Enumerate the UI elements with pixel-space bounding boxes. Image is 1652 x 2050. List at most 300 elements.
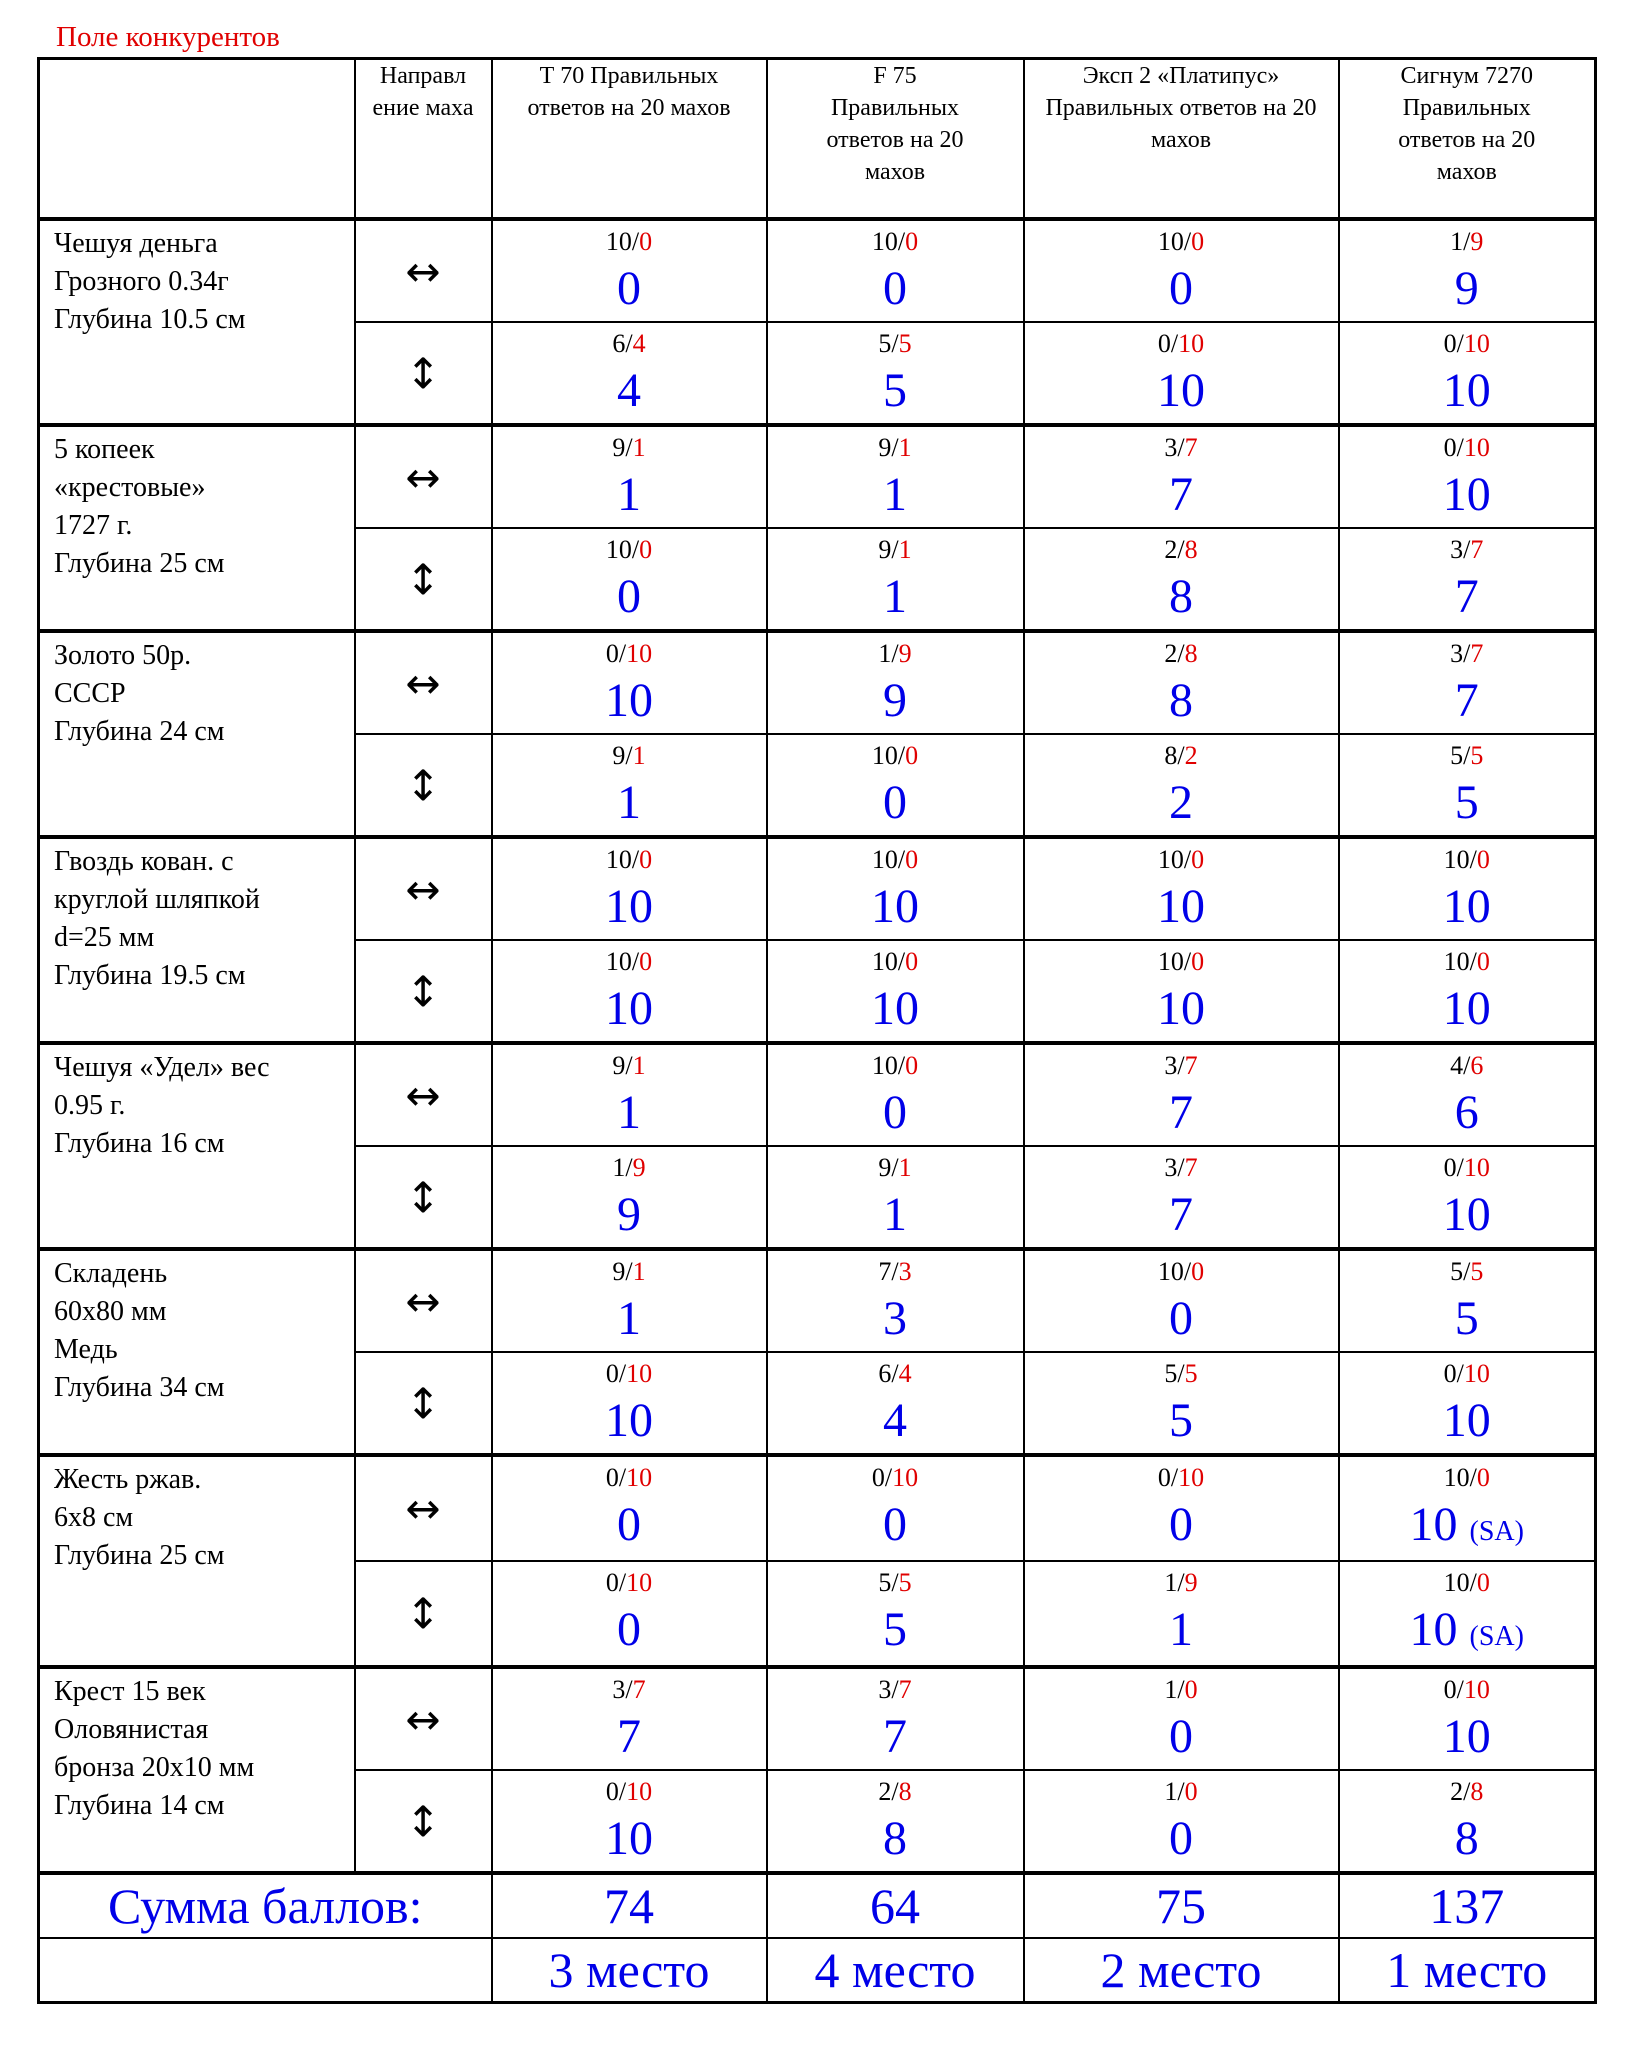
score-value [493,1497,766,1553]
result-cell-t70 [492,940,767,1043]
correct-count: 1 [1164,1777,1178,1806]
score-number: 10 [1442,364,1491,417]
ratio-separator: / [1463,227,1471,256]
score-value [768,467,1023,523]
wrong-count: 0 [639,535,653,564]
result-cell-exp2 [1024,734,1339,837]
wrong-count: 9 [1184,1568,1198,1597]
correct-count: 10 [871,845,898,874]
header-detector-label: F 75 Правильных ответов на 20 махов [826,63,964,185]
wrong-count: 0 [1191,227,1205,256]
result-cell-exp2 [1024,425,1339,528]
correct-count: 8 [1164,741,1178,770]
correct-count: 6 [612,329,626,358]
wrong-count: 10 [1178,329,1205,358]
score-number: 1 [883,1188,907,1241]
ratio-separator: / [1463,639,1471,668]
result-cell-signum [1339,734,1596,837]
target-label [39,631,355,837]
wrong-count: 0 [639,947,653,976]
hit-miss-ratio [768,735,1023,771]
correct-count: 9 [878,433,892,462]
correct-count: 5 [878,1568,892,1597]
target-label [39,1043,355,1249]
score-value [1025,1497,1338,1553]
correct-count: 6 [878,1359,892,1388]
score-number: 3 [883,1292,907,1345]
wrong-count: 9 [898,639,912,668]
correct-count: 2 [1164,639,1178,668]
wrong-count: 5 [1470,1257,1484,1286]
result-cell-exp2 [1024,1249,1339,1352]
wrong-count: 1 [898,433,912,462]
score-value [493,467,766,523]
target-label-line: Глубина 34 см [54,1372,225,1403]
score-number: 10 [1442,468,1491,521]
correct-count: 10 [605,535,632,564]
score-value [768,363,1023,419]
result-cell-exp2 [1024,1352,1339,1455]
place-value-t70: 3 место [492,1938,767,2003]
score-value [768,879,1023,935]
correct-count: 5 [878,329,892,358]
hit-miss-ratio [768,529,1023,565]
wrong-count: 8 [898,1777,912,1806]
score-value [768,569,1023,625]
score-number: 0 [617,1498,641,1551]
score-value [768,1187,1023,1243]
target-label [39,219,355,425]
ratio-separator: / [1463,1051,1471,1080]
result-cell-f75 [767,1561,1024,1667]
score-number: 1 [1169,1603,1193,1656]
ratio-separator: / [1177,1675,1185,1704]
target-label-line: Чешуя «Удел» вес [54,1052,270,1083]
score-value [493,775,766,831]
result-cell-f75 [767,322,1024,425]
result-cell-f75 [767,528,1024,631]
hit-miss-ratio [1025,633,1338,669]
hit-miss-ratio [1340,839,1595,875]
hit-miss-ratio [1340,1669,1595,1705]
score-number: 9 [1454,262,1479,315]
result-cell-t70 [492,1667,767,1770]
place-value-signum: 1 место [1339,1938,1596,2003]
hit-miss-ratio [1025,1669,1338,1705]
header-detector-exp2 [1024,59,1339,220]
ratio-separator: / [1456,433,1464,462]
correct-count: 7 [878,1257,892,1286]
ratio-separator: / [631,947,640,976]
result-cell-f75 [767,425,1024,528]
hit-miss-ratio [768,941,1023,977]
score-number: 7 [1169,1086,1193,1139]
result-cell-f75 [767,940,1024,1043]
target-label-line: Чешуя деньга [54,228,218,259]
target-label-line: Золото 50р. [54,640,192,671]
ratio-separator: / [1463,1257,1471,1286]
ratio-separator: / [631,535,640,564]
result-cell-t70 [492,1770,767,1873]
wrong-count: 7 [632,1675,646,1704]
score-number: 1 [883,570,907,623]
result-cell-f75 [767,1770,1024,1873]
hit-miss-ratio [1025,1562,1338,1598]
correct-count: 3 [1450,639,1464,668]
score-number: 10 [1442,1188,1491,1241]
score-number: 7 [617,1710,641,1763]
header-direction-label: Направл ение маха [372,63,474,121]
ratio-separator: / [618,639,627,668]
correct-count: 9 [878,1153,892,1182]
place-label-empty [39,1938,492,2003]
hit-miss-ratio [768,1771,1023,1807]
ratio-separator: / [618,1568,627,1597]
score-value [1340,775,1595,831]
score-value [1340,981,1595,1037]
wrong-count: 0 [1191,845,1205,874]
score-number: 10 [605,674,653,727]
hit-miss-ratio [1340,1045,1595,1081]
hit-miss-ratio [1025,1353,1338,1389]
score-value [493,1393,766,1449]
result-cell-exp2 [1024,1667,1339,1770]
score-number: 0 [1169,1498,1193,1551]
ratio-separator: / [1456,1359,1464,1388]
correct-count: 3 [1164,1153,1178,1182]
ratio-separator: / [625,329,633,358]
ratio-separator: / [1469,845,1477,874]
target-row [39,631,1596,734]
score-number: 7 [1454,674,1479,727]
target-row [39,1043,1596,1146]
ratio-separator: / [1456,1153,1464,1182]
hit-miss-ratio [768,1045,1023,1081]
score-value [1340,1709,1595,1765]
result-cell-signum [1339,528,1596,631]
ratio-separator: / [1469,1463,1477,1492]
hit-miss-ratio [1025,529,1338,565]
place-row [39,1938,1596,2003]
hit-miss-ratio [1025,427,1338,463]
wrong-count: 8 [1184,535,1198,564]
hit-miss-ratio [768,1457,1023,1493]
ratio-separator: / [897,741,906,770]
header-detector-label: Эксп 2 «Платипус» Правильных ответов на 20 махов [1045,63,1317,153]
hit-miss-ratio [768,221,1023,257]
wrong-count: 8 [1184,639,1198,668]
result-cell-exp2 [1024,1043,1339,1146]
ratio-separator: / [625,1051,633,1080]
score-value [493,1709,766,1765]
target-label-line: Глубина 19.5 см [54,960,246,991]
wrong-count: 2 [1184,741,1198,770]
result-cell-signum [1339,425,1596,528]
wrong-count: 10 [626,1359,653,1388]
target-label-line: СССР [54,678,126,709]
correct-count: 3 [1164,1051,1178,1080]
target-row [39,1667,1596,1770]
correct-count: 1 [878,639,892,668]
wrong-count: 10 [1178,1463,1205,1492]
score-value [493,981,766,1037]
ratio-separator: / [897,1051,906,1080]
score-value [493,569,766,625]
score-value [768,1085,1023,1141]
result-cell-t70 [492,1146,767,1249]
wrong-count: 0 [905,741,919,770]
target-label [39,425,355,631]
score-value [1340,261,1595,317]
correct-count: 1 [1164,1675,1178,1704]
target-label-line: Глубина 14 см [54,1790,225,1821]
ratio-separator: / [1177,433,1185,462]
place-value-f75: 4 место [767,1938,1024,2003]
hit-miss-ratio [1025,1147,1338,1183]
hit-miss-ratio [493,1147,766,1183]
sum-value-exp2: 75 [1024,1873,1339,1938]
target-label-line: Глубина 25 см [54,548,225,579]
wrong-count: 0 [905,947,919,976]
score-value [1340,1602,1595,1665]
result-cell-exp2 [1024,219,1339,322]
wrong-count: 4 [898,1359,912,1388]
correct-count: 10 [605,947,632,976]
correct-count: 10 [1443,947,1470,976]
ratio-separator: / [1463,535,1471,564]
wrong-count: 0 [1191,1257,1205,1286]
ratio-separator: / [897,947,906,976]
correct-count: 0 [605,1359,619,1388]
result-cell-f75 [767,837,1024,940]
target-label [39,837,355,1043]
wrong-count: 1 [632,1051,646,1080]
score-number: 10 [1442,982,1491,1035]
correct-count: 10 [605,845,632,874]
target-row [39,425,1596,528]
ratio-separator: / [1456,329,1464,358]
score-number: 10 [1157,364,1205,417]
hit-miss-ratio [768,1669,1023,1705]
hit-miss-ratio [768,323,1023,359]
ratio-separator: / [625,1153,633,1182]
score-value [768,981,1023,1037]
hit-miss-ratio [493,1045,766,1081]
header-direction [355,59,492,220]
target-label-line: 60x80 мм [54,1296,167,1327]
result-cell-exp2 [1024,1455,1339,1561]
hit-miss-ratio [493,839,766,875]
ratio-separator: / [891,535,899,564]
ratio-separator: / [897,227,906,256]
score-number: 5 [1454,1292,1479,1345]
correct-count: 5 [1450,741,1464,770]
wrong-count: 7 [898,1675,912,1704]
header-detector-f75 [767,59,1024,220]
page-title: Поле конкурентов [56,21,280,53]
wrong-count: 9 [1470,227,1484,256]
wrong-count: 0 [1191,947,1205,976]
score-value [493,1602,766,1658]
target-label-line: «крестовые» [54,472,206,503]
hit-miss-ratio [1340,529,1595,565]
ratio-separator: / [891,639,899,668]
target-row [39,837,1596,940]
correct-count: 0 [605,1777,619,1806]
score-number: 10 [1157,880,1205,933]
score-number: 0 [617,1603,641,1656]
correct-count: 10 [1157,845,1184,874]
ratio-separator: / [1183,947,1192,976]
score-number: 9 [617,1188,641,1241]
vertical-swing-arrow-icon: ↕ [355,940,492,1043]
target-label [39,1455,355,1667]
ratio-separator: / [1177,1359,1185,1388]
wrong-count: 0 [639,845,653,874]
target-label-line: Глубина 16 см [54,1128,225,1159]
wrong-count: 0 [639,227,653,256]
score-number: 8 [883,1812,907,1865]
correct-count: 4 [1450,1051,1464,1080]
target-label-line: 0.95 г. [54,1090,126,1121]
score-number: 0 [1169,1710,1193,1763]
score-value [1025,673,1338,729]
hit-miss-ratio [1340,1353,1595,1389]
target-label-line: Оловянистая [54,1714,209,1745]
score-value [1340,1085,1595,1141]
hit-miss-ratio [768,1353,1023,1389]
target-label-line: 5 копеек [54,434,155,465]
correct-count: 0 [605,1568,619,1597]
sum-value-t70: 74 [492,1873,767,1938]
result-cell-f75 [767,734,1024,837]
ratio-separator: / [891,1257,899,1286]
score-value [768,775,1023,831]
result-cell-f75 [767,1352,1024,1455]
header-detector-label: Т 70 Правильных ответов на 20 махов [527,63,731,121]
result-cell-f75 [767,1043,1024,1146]
wrong-count: 5 [898,329,912,358]
score-value [1025,1393,1338,1449]
result-cell-signum [1339,1561,1596,1667]
hit-miss-ratio [768,427,1023,463]
score-number: 0 [883,262,907,315]
hit-miss-ratio [493,633,766,669]
hit-miss-ratio [493,1562,766,1598]
hit-miss-ratio [493,1669,766,1705]
horizontal-swing-arrow-icon: ↔ [355,837,492,940]
ratio-separator: / [891,1675,899,1704]
hit-miss-ratio [768,839,1023,875]
ratio-separator: / [1469,1568,1477,1597]
score-value [1025,1085,1338,1141]
score-number: 10 [871,880,919,933]
score-value [768,1497,1023,1553]
score-value [1025,569,1338,625]
wrong-count: 10 [1463,329,1490,358]
correct-count: 1 [612,1153,626,1182]
wrong-count: 0 [1476,845,1490,874]
vertical-swing-arrow-icon: ↕ [355,528,492,631]
score-number: 8 [1454,1812,1479,1865]
result-cell-t70 [492,837,767,940]
hit-miss-ratio [1025,735,1338,771]
result-cell-exp2 [1024,631,1339,734]
correct-count: 3 [1450,535,1464,564]
ratio-separator: / [891,1359,899,1388]
result-cell-t70 [492,322,767,425]
score-number: 1 [617,1292,641,1345]
score-number: 0 [1169,1292,1193,1345]
score-number: 8 [1169,570,1193,623]
score-number: 0 [883,1498,907,1551]
wrong-count: 7 [1184,1051,1198,1080]
score-number: 10 [605,1394,653,1447]
place-value-exp2: 2 место [1024,1938,1339,2003]
correct-count: 9 [612,1051,626,1080]
target-label-line: Медь [54,1334,118,1365]
wrong-count: 10 [1463,1359,1490,1388]
target-label-line: 1727 г. [54,510,133,541]
score-number: 0 [617,570,641,623]
score-value [1340,673,1595,729]
correct-count: 2 [1450,1777,1464,1806]
correct-count: 10 [871,741,898,770]
result-cell-signum [1339,219,1596,322]
correct-count: 10 [871,947,898,976]
correct-count: 0 [871,1463,885,1492]
result-cell-t70 [492,219,767,322]
wrong-count: 10 [1463,433,1490,462]
score-value [1340,1393,1595,1449]
hit-miss-ratio [1340,1771,1595,1807]
score-value [1340,569,1595,625]
score-value [1340,1291,1595,1347]
vertical-swing-arrow-icon: ↕ [355,734,492,837]
horizontal-swing-arrow-icon: ↔ [355,1249,492,1352]
correct-count: 9 [878,535,892,564]
score-number: 5 [883,364,907,417]
wrong-count: 10 [1463,1153,1490,1182]
ratio-separator: / [625,1257,633,1286]
wrong-count: 8 [1470,1777,1484,1806]
competitor-table [37,57,1597,2004]
result-cell-signum [1339,1455,1596,1561]
ratio-separator: / [631,845,640,874]
result-cell-t70 [492,1561,767,1667]
wrong-count: 10 [626,1777,653,1806]
wrong-count: 7 [1470,639,1484,668]
result-cell-exp2 [1024,528,1339,631]
target-row [39,1249,1596,1352]
result-cell-signum [1339,837,1596,940]
wrong-count: 0 [1184,1777,1198,1806]
wrong-count: 5 [1184,1359,1198,1388]
correct-count: 0 [1157,329,1171,358]
correct-count: 3 [878,1675,892,1704]
wrong-count: 10 [626,1568,653,1597]
score-number: 10 [1409,1603,1458,1656]
score-number: 10 [1442,1394,1491,1447]
ratio-separator: / [625,741,633,770]
score-value [768,261,1023,317]
hit-miss-ratio [493,529,766,565]
hit-miss-ratio [768,1562,1023,1598]
result-cell-exp2 [1024,1146,1339,1249]
score-number: 7 [883,1710,907,1763]
wrong-count: 5 [1470,741,1484,770]
result-cell-f75 [767,1667,1024,1770]
